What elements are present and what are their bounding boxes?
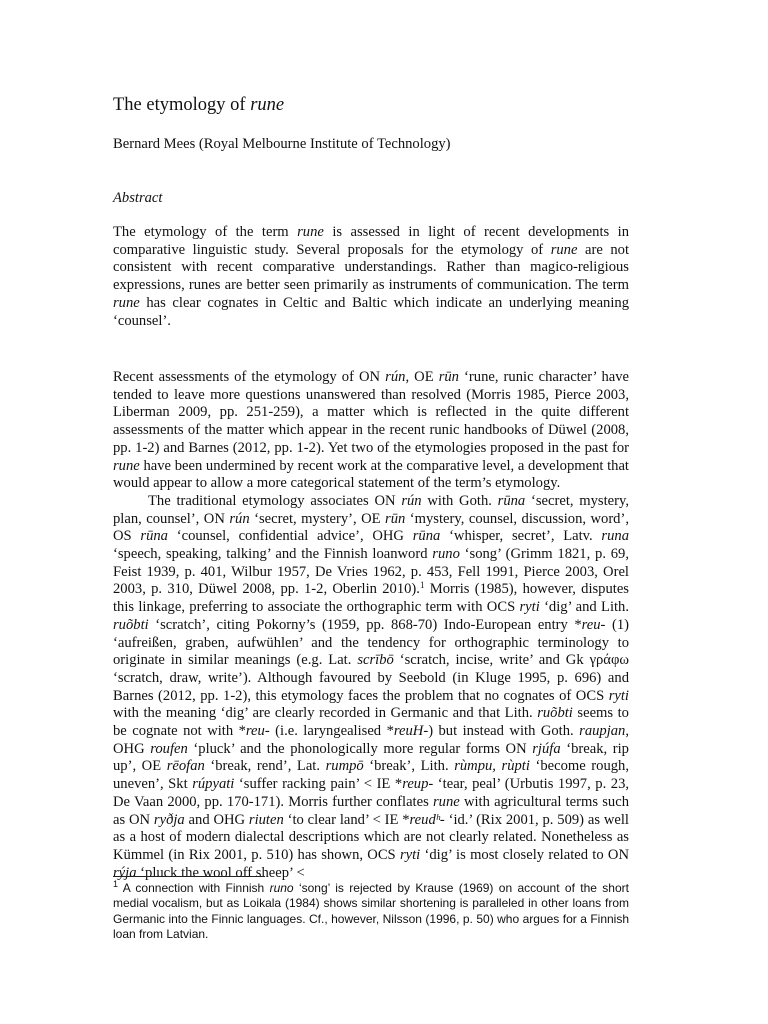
footnote-ref[interactable]: 1	[419, 580, 425, 591]
paper-title	[113, 95, 284, 116]
footnote-1: $^1$ A connection with Finnish runo ‘song’ is rejected by Krause (1969) on account of the short medial vocalism, but as Loikala (1984) shows similar shortening is paralleled in other loans from Germanic into the Finnic languages. Cf., however, Nilsson (1996, p. 50) who argues for a Finnish loan from Latvian.	[113, 879, 629, 942]
abstract-text: The etymology of the term rune is assessed in light of recent developments in comparative linguistic study. Several proposals for the etymology of rune are not consistent with recent comparative understandings. Rather than magico-religious expressions, runes are better seen primarily as instruments of communication. The term rune has clear cognates in Celtic and Baltic which indicate an underlying meaning ‘counsel’.	[113, 224, 629, 329]
abstract-heading: Abstract	[113, 190, 163, 206]
paragraph-1: Recent assessments of the etymology of ON rún, OE rūn ‘rune, runic character’ have tended to leave more questions unanswered than resolved (Morris 1985, Pierce 2003, Liberman 2009, pp. 251-259), a matter which is reflected in the quite different assessments of the matter which appear in the recent runic handbooks of Düwel (2008, pp. 1-2) and Barnes (2012, pp. 1-2). Yet two of the etymologies proposed in the past for rune have been undermined by recent work at the comparative level, a development that would appear to allow a more categorical statement of the term’s etymology.	[113, 369, 630, 492]
title-italic: rune	[250, 95, 285, 115]
footnote-divider	[113, 876, 265, 877]
footnote-number: 1	[113, 879, 119, 889]
paragraph-2: The traditional etymology associates ON rún with Goth. rūna ‘secret, mystery, plan, counsel’, ON rún ‘secret, mystery’, OE rūn ‘mystery, counsel, discussion, word’, OS rūna ‘counsel, confidential advice’, OHG rūna ‘whisper, secret’, Latv. runa ‘speech, speaking, talking’ and the Finnish loanword runo ‘song’ (Grimm 1821, p. 69, Feist 1939, p. 401, Wilbur 1957, De Vries 1962, p. 453, Fell 1991, Pierce 2003, Orel 2003, p. 310, Düwel 2008, pp. 1-2, Oberlin 2010).$^1$ Morris (1985), however, disputes this linkage, preferring to associate the orthographic term with OCS ryti ‘dig’ and Lith. ruõbti ‘scratch’, citing Pokorny’s (1959, pp. 868-70) Indo-European entry *reu- (1) ‘aufreißen, graben, aufwühlen’ and the tendency for orthographic terminology to originate in similar meanings (e.g. Lat. scrībō ‘scratch, incise, write’ and Gk γράφω ‘scratch, draw, write’). Although favoured by Seebold (in Kluge 1995, p. 696) and Barnes (2012, pp. 1-2), this etymology faces the problem that no cognates of OCS ryti with the meaning ‘dig’ are clearly recorded in Germanic and that Lith. ruõbti seems to be cognate not with *reu- (i.e. laryngealised *reuH-) but instead with Goth. raupjan, OHG roufen ‘pluck’ and the phonologically more regular forms ON rjúfa ‘break, rip up’, OE rēofan ‘break, rend’, Lat. rumpō ‘break’, Lith. rùmpu, rùpti ‘become rough, uneven’, Skt rúpyati ‘suffer racking pain’ < IE *reup- ‘tear, peal’ (Urbutis 1997, p. 23, De Vaan 2000, pp. 170-171). Morris further conflates rune with agricultural terms such as ON ryðja and OHG riuten ‘to clear land’ < IE *reudʰ- ‘id.’ (Rix 2001, p. 509) as well as a host of modern dialectal descriptions which are not clearly related. Nonetheless as Kümmel (in Rix 2001, p. 510) has shown, OCS ryti ‘dig’ is most closely related to ON rýja ‘pluck the wool off sheep’ <	[113, 492, 630, 881]
author-line: Bernard Mees (Royal Melbourne Institute of Technology)	[113, 136, 451, 152]
body-text	[113, 369, 629, 882]
title-text: The etymology of	[113, 95, 251, 115]
